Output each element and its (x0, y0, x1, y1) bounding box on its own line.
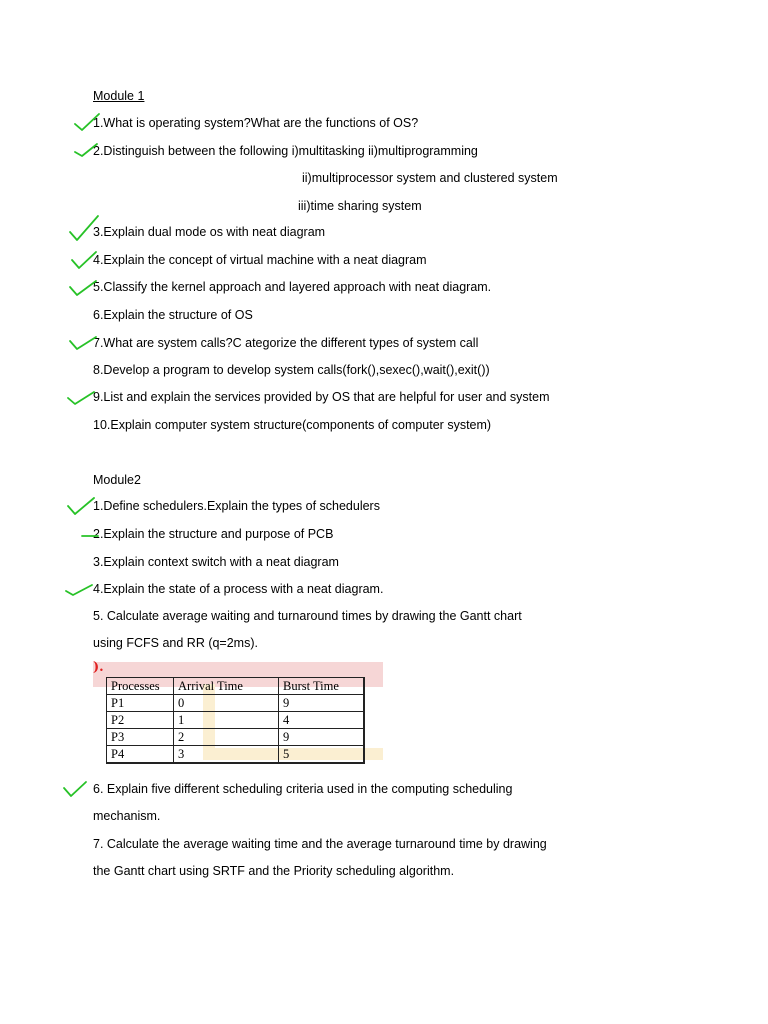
process-table (106, 677, 365, 764)
module2-question-5-line-2: using FCFS and RR (q=2ms). (93, 636, 258, 650)
checkmark-icon (66, 496, 96, 516)
module1-question-2-part-b: ii)multiprocessor system and clustered system (302, 171, 558, 185)
module1-question-8: 8.Develop a program to develop system calls(fork(),sexec(),wait(),exit()) (93, 363, 490, 377)
module1-question-10: 10.Explain computer system structure(components of computer system) (93, 418, 492, 432)
figure-mark: ). (93, 660, 104, 675)
module1-question-6: 6.Explain the structure of OS (93, 308, 253, 322)
module1-question-4: 4.Explain the concept of virtual machine with a neat diagram (93, 253, 427, 267)
module2-question-6-line-2: mechanism. (93, 809, 161, 823)
checkmark-icon (73, 112, 103, 132)
table-cell: P2 (107, 712, 174, 729)
checkmark-icon (73, 140, 103, 160)
checkmark-icon (68, 279, 98, 299)
process-table-figure (93, 660, 383, 764)
table-row (107, 746, 365, 764)
table-cell: 9 (279, 695, 365, 712)
table-cell: 0 (174, 695, 279, 712)
table-row (107, 712, 365, 729)
table-row (107, 695, 365, 712)
module2-question-2: 2.Explain the structure and purpose of PCB (93, 527, 334, 541)
module2-question-7-line-1: 7. Calculate the average waiting time and the average turnaround time by drawing (93, 837, 547, 851)
checkmark-icon (64, 581, 94, 601)
table-cell: 9 (279, 729, 365, 746)
checkmark-icon (70, 250, 100, 270)
table-header-cell: Processes (107, 678, 174, 695)
module2-question-5-line-1: 5. Calculate average waiting and turnaround times by drawing the Gantt chart (93, 609, 522, 623)
module2-question-1: 1.Define schedulers.Explain the types of schedulers (93, 499, 380, 513)
module2-question-4: 4.Explain the state of a process with a neat diagram. (93, 582, 384, 596)
table-header-row (107, 678, 365, 695)
table-cell: P3 (107, 729, 174, 746)
module2-title: Module2 (93, 473, 141, 487)
module1-question-5: 5.Classify the kernel approach and layered approach with neat diagram. (93, 280, 492, 294)
table-header-cell: Arrival Time (174, 678, 279, 695)
module1-question-7: 7.What are system calls?C ategorize the different types of system call (93, 336, 479, 350)
checkmark-icon (62, 780, 92, 800)
module1-question-3: 3.Explain dual mode os with neat diagram (93, 225, 326, 239)
table-cell: P1 (107, 695, 174, 712)
module1-question-2-part-c: iii)time sharing system (298, 199, 422, 213)
module2-question-6-line-1: 6. Explain five different scheduling criteria used in the computing scheduling (93, 782, 513, 796)
checkmark-icon (66, 388, 96, 408)
checkmark-icon (80, 528, 110, 548)
table-cell: 2 (174, 729, 279, 746)
module1-title: Module 1 (93, 89, 145, 103)
table-row (107, 729, 365, 746)
table-cell: 1 (174, 712, 279, 729)
module2-question-7-line-2: the Gantt chart using SRTF and the Priority scheduling algorithm. (93, 864, 455, 878)
module1-question-1: 1.What is operating system?What are the functions of OS? (93, 116, 419, 130)
table-cell: 4 (279, 712, 365, 729)
module2-question-3: 3.Explain context switch with a neat diagram (93, 555, 339, 569)
table-header-cell: Burst Time (279, 678, 365, 695)
table-cell: P4 (107, 746, 174, 764)
module1-question-2: 2.Distinguish between the following i)multitasking ii)multiprogramming (93, 144, 478, 158)
checkmark-icon (68, 216, 98, 236)
table-cell: 5 (279, 746, 365, 764)
checkmark-icon (68, 333, 98, 353)
table-cell: 3 (174, 746, 279, 764)
module1-question-9: 9.List and explain the services provided by OS that are helpful for user and system (93, 390, 550, 404)
